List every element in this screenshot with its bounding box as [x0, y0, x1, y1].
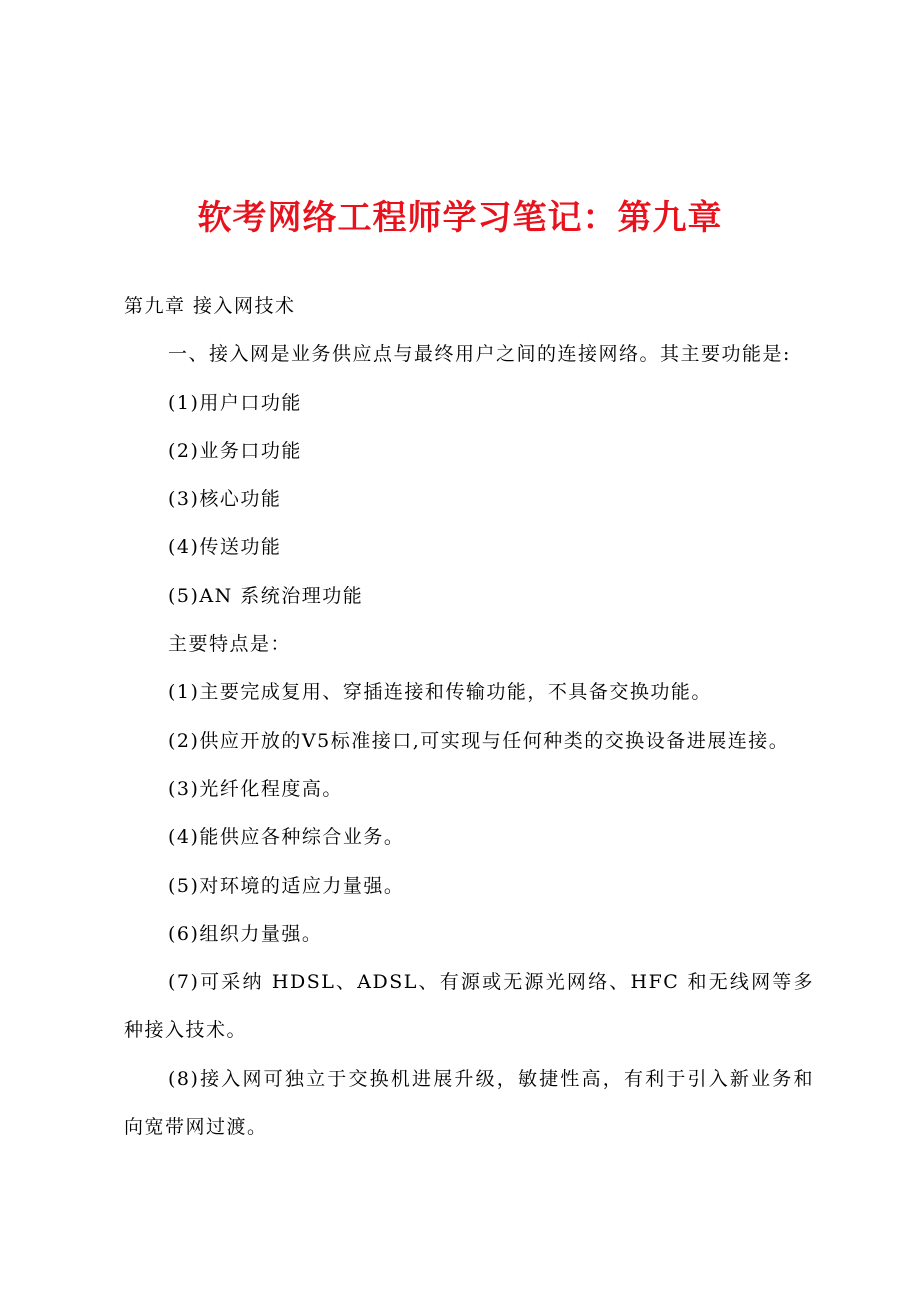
document-title: 软考网络工程师学习笔记：第九章	[197, 198, 723, 238]
features-heading: 主要特点是：	[168, 633, 292, 656]
list-item-feature-6: (6)组织力量强。	[168, 922, 323, 945]
list-item-function-1: (1)用户口功能	[168, 391, 302, 414]
list-item-function-2: (2)业务口功能	[168, 439, 302, 462]
list-item-feature-1: (1)主要完成复用、穿插连接和传输功能，不具备交换功能。	[168, 681, 712, 704]
list-item-feature-8: (8)接入网可独立于交换机进展升级，敏捷性高，有利于引入新业务和向宽带网过渡。	[124, 1067, 814, 1139]
list-item-feature-7: (7)可采纳 HDSL、ADSL、有源或无源光网络、HFC 和无线网等多种接入技术。	[124, 971, 814, 1042]
chapter-heading: 第九章 接入网技术	[124, 295, 296, 317]
list-item-function-5: (5)AN 系统治理功能	[168, 584, 364, 607]
list-item-feature-2: (2)供应开放的V5标准接口,可实现与任何种类的交换设备进展连接。	[168, 729, 790, 752]
paragraph-intro: 一、接入网是业务供应点与最终用户之间的连接网络。其主要功能是:	[168, 343, 791, 366]
list-item-function-4: (4)传送功能	[168, 536, 282, 559]
list-item-function-3: (3)核心功能	[168, 488, 282, 511]
list-item-feature-4: (4)能供应各种综合业务。	[168, 826, 405, 849]
list-item-feature-5: (5)对环境的适应力量强。	[168, 874, 405, 897]
document-body	[124, 282, 814, 1151]
list-item-feature-3: (3)光纤化程度高。	[168, 777, 343, 800]
